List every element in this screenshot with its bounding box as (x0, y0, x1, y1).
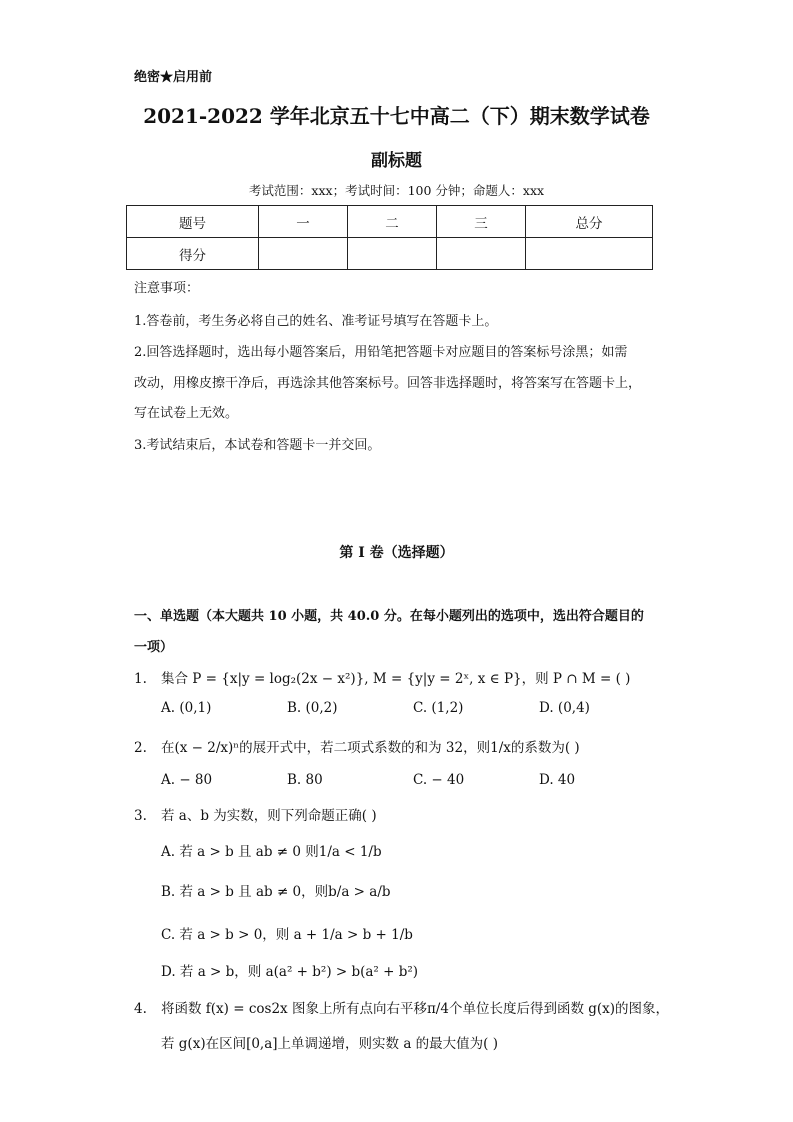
q1-option-a: A. (0,1) (161, 700, 212, 716)
note-item: 1.答卷前，考生务必将自己的姓名、准考证号填写在答题卡上。 (134, 314, 498, 329)
note-item: 改动，用橡皮擦干净后，再选涂其他答案标号。回答非选择题时，将答案写在答题卡上， (134, 376, 642, 391)
question-text: 集合 P = {x|y = log₂(2x − x²)}, M = {y|y = 2ˣ, x ∈ P}，则 P ∩ M = ( ) (161, 671, 631, 687)
score-header-cell: 总分 (526, 206, 653, 238)
score-table (126, 205, 653, 270)
exam-subtitle: 副标题 (371, 151, 422, 171)
q3-option-b: B. 若 a > b 且 ab ≠ 0，则b/a > a/b (161, 884, 391, 900)
score-header-cell: 一 (259, 206, 348, 238)
question-2 (134, 736, 580, 756)
q3-option-c: C. 若 a > b > 0，则 a + 1/a > b + 1/b (161, 927, 413, 943)
exam-title: 2021-2022 学年北京五十七中高二（下）期末数学试卷 (143, 104, 650, 128)
score-cell (259, 238, 348, 270)
confidential-label: 绝密★启用前 (134, 70, 213, 85)
score-header-cell: 二 (348, 206, 437, 238)
question-4-cont: 若 g(x)在区间[0,a]上单调递增，则实数 a 的最大值为( ) (161, 1036, 498, 1052)
score-cell (526, 238, 653, 270)
section-heading: 一、单选题（本大题共 10 小题，共 40.0 分。在每小题列出的选项中，选出符合题目的 (134, 609, 644, 624)
note-item: 3.考试结束后，本试卷和答题卡一并交回。 (134, 438, 381, 453)
question-text: 在(x − 2/x)ⁿ的展开式中，若二项式系数的和为 32，则1/x的系数为( ) (161, 740, 580, 756)
q1-option-b: B. (0,2) (287, 700, 338, 716)
question-3 (134, 804, 377, 824)
note-item: 写在试卷上无效。 (134, 406, 239, 421)
question-1 (134, 667, 630, 687)
q3-option-a: A. 若 a > b 且 ab ≠ 0 则1/a < 1/b (161, 844, 382, 860)
score-table-score-row (127, 238, 653, 270)
q3-option-d: D. 若 a > b，则 a(a² + b²) > b(a² + b²) (161, 964, 419, 980)
score-cell (348, 238, 437, 270)
q2-option-c: C. − 40 (413, 772, 465, 788)
score-row-label: 得分 (127, 238, 259, 270)
question-4 (134, 997, 669, 1017)
question-number: 3. (134, 808, 147, 824)
score-table-header-row (127, 206, 653, 238)
note-item: 2.回答选择题时，选出每小题答案后，用铅笔把答题卡对应题目的答案标号涂黑；如需 (134, 345, 628, 360)
question-text: 若 a、b 为实数，则下列命题正确( ) (161, 808, 377, 824)
part1-title: 第 I 卷（选择题） (339, 545, 454, 561)
question-number: 4. (134, 1001, 147, 1017)
notes-heading: 注意事项： (134, 281, 200, 296)
q1-option-c: C. (1,2) (413, 700, 464, 716)
question-text: 将函数 f(x) = cos2x 图象上所有点向右平移π/4个单位长度后得到函数 g(x)的图象， (161, 1001, 670, 1017)
q2-option-a: A. − 80 (161, 772, 213, 788)
score-header-cell: 题号 (127, 206, 259, 238)
question-number: 1. (134, 671, 147, 687)
q2-option-d: D. 40 (539, 772, 576, 788)
exam-info: 考试范围：xxx；考试时间：100 分钟；命题人：xxx (248, 183, 545, 198)
q1-option-d: D. (0,4) (539, 700, 590, 716)
question-number: 2. (134, 740, 147, 756)
section-heading-cont: 一项） (134, 640, 174, 655)
q2-option-b: B. 80 (287, 772, 323, 788)
score-header-cell: 三 (437, 206, 526, 238)
score-cell (437, 238, 526, 270)
